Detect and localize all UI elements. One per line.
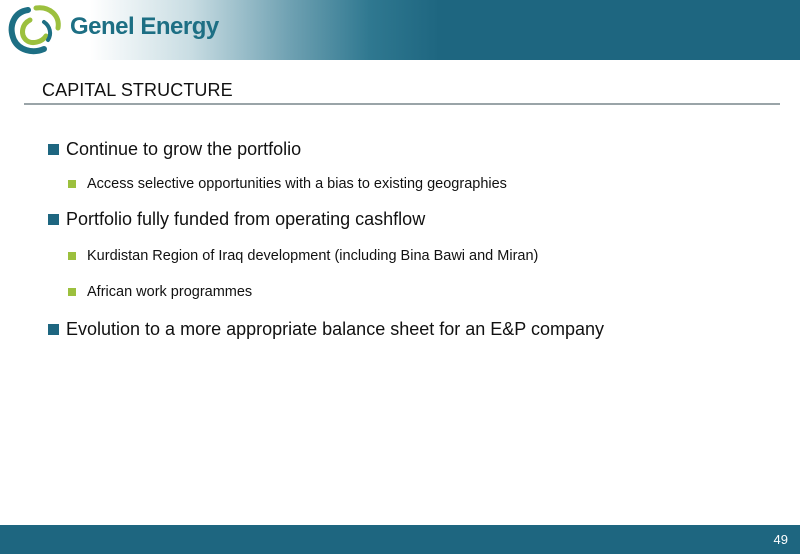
sub-bullet-text: Access selective opportunities with a bias to existing geographies bbox=[87, 176, 507, 192]
bullet-item bbox=[48, 208, 768, 230]
header-band bbox=[0, 0, 800, 60]
sub-bullet-item bbox=[48, 247, 768, 265]
sub-bullet-item bbox=[48, 283, 768, 301]
slide-title: CAPITAL STRUCTURE bbox=[42, 80, 233, 100]
bullet-item bbox=[48, 318, 768, 340]
footer-band bbox=[0, 525, 800, 554]
sub-bullet-square-icon bbox=[68, 288, 76, 296]
bullet-list bbox=[48, 138, 768, 340]
bullet-square-icon bbox=[48, 144, 59, 155]
sub-bullet-text: Kurdistan Region of Iraq development (including Bina Bawi and Miran) bbox=[87, 248, 539, 264]
sub-bullet-text: African work programmes bbox=[87, 284, 253, 300]
bullet-item bbox=[48, 138, 768, 160]
logo-wordmark: Genel Energy bbox=[70, 13, 219, 40]
bullet-text: Portfolio fully funded from operating cashflow bbox=[66, 208, 426, 229]
bullet-text: Evolution to a more appropriate balance sheet for an E&P company bbox=[66, 318, 604, 339]
sub-bullet-square-icon bbox=[68, 180, 76, 188]
title-divider bbox=[24, 103, 780, 105]
bullet-square-icon bbox=[48, 214, 59, 225]
bullet-square-icon bbox=[48, 324, 59, 335]
genel-energy-logo bbox=[6, 2, 219, 56]
genel-logo-mark-icon bbox=[6, 2, 64, 56]
bullet-text: Continue to grow the portfolio bbox=[66, 138, 302, 159]
sub-bullet-square-icon bbox=[68, 252, 76, 260]
sub-bullet-item bbox=[48, 175, 768, 193]
page-number: 49 bbox=[773, 532, 788, 547]
